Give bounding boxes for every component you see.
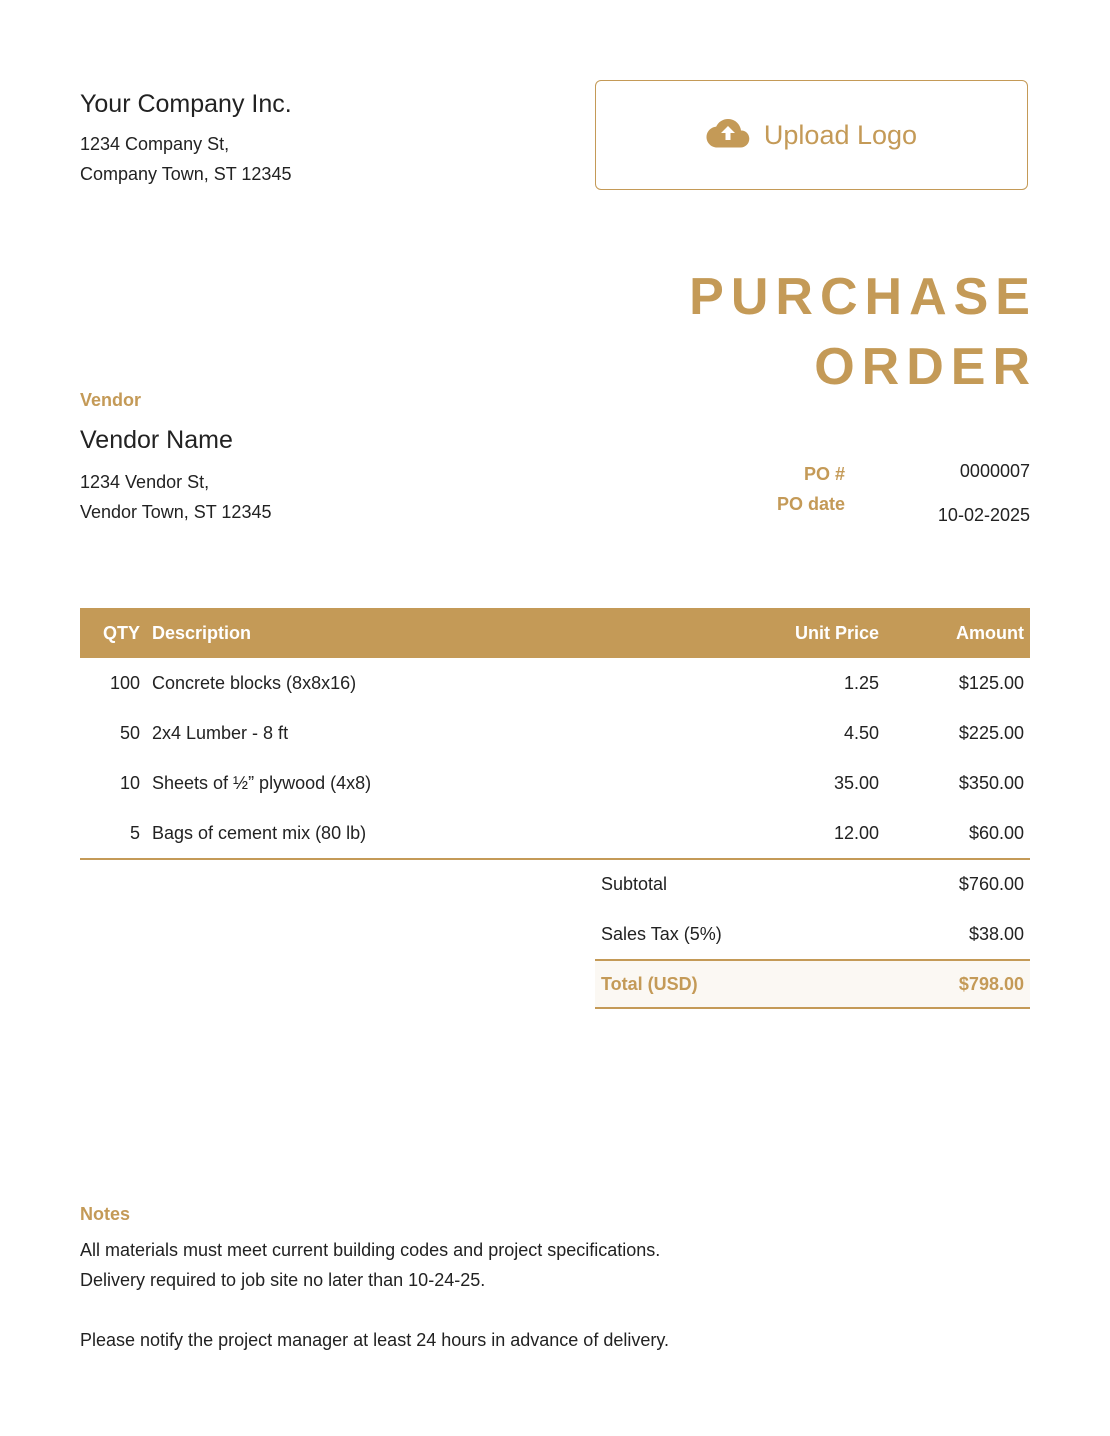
tax-value: $38.00 [968, 923, 1024, 944]
table-row [80, 708, 1030, 758]
vendor-address-line2: Vendor Town, ST 12345 [80, 502, 272, 522]
vendor-label: Vendor [80, 390, 142, 410]
item-description: Bags of cement mix (80 lb) [146, 808, 743, 859]
item-unit-price: 1.25 [843, 672, 879, 693]
po-date-label: PO date [776, 494, 845, 514]
po-date-value: 10-02-2025 [937, 505, 1030, 525]
header-qty: QTY [102, 622, 140, 643]
total-label: Total (USD) [595, 960, 870, 1008]
title-line-2: ORDER [814, 338, 1037, 396]
header-unit-price: Unit Price [794, 622, 879, 643]
notes-line-1: All materials must meet current building codes and project specifications. [80, 1240, 661, 1260]
subtotal-value: $760.00 [958, 873, 1024, 894]
item-unit-price: 4.50 [843, 722, 879, 743]
cloud-upload-icon [706, 118, 764, 153]
item-description: Concrete blocks (8x8x16) [152, 672, 357, 693]
po-number-label: PO # [803, 464, 845, 484]
company-address-line2: Company Town, ST 12345 [80, 164, 292, 184]
item-amount: $350.00 [958, 772, 1024, 793]
document-title [530, 262, 1037, 402]
item-qty: 50 [119, 722, 140, 743]
table-row [80, 758, 1030, 808]
item-amount: $125.00 [958, 672, 1024, 693]
item-qty: 10 [119, 772, 140, 793]
table-row [80, 808, 1030, 859]
header-description: Description [152, 622, 252, 643]
vendor-address-line1: 1234 Vendor St, [80, 472, 210, 492]
item-amount: $225.00 [958, 722, 1024, 743]
item-amount: $60.00 [885, 808, 1030, 859]
header-amount: Amount [956, 622, 1024, 643]
totals-table [595, 859, 1030, 1009]
line-items-table [80, 608, 1030, 860]
total-row [595, 960, 1030, 1008]
title-line-1: PURCHASE [689, 268, 1037, 326]
company-address-line1: 1234 Company St, [80, 134, 230, 154]
tax-row [595, 909, 1030, 960]
tax-label: Sales Tax (5%) [601, 923, 722, 944]
table-header-row [80, 608, 1030, 658]
item-qty: 5 [80, 808, 146, 859]
subtotal-row [595, 859, 1030, 909]
po-number-value: 0000007 [959, 461, 1030, 481]
upload-logo-button[interactable] [595, 80, 1028, 190]
item-description: Sheets of ½” plywood (4x8) [152, 772, 372, 793]
total-value: $798.00 [870, 960, 1030, 1008]
item-description: 2x4 Lumber - 8 ft [152, 722, 289, 743]
subtotal-label: Subtotal [601, 873, 668, 894]
vendor-name: Vendor Name [80, 426, 233, 454]
item-unit-price: 35.00 [833, 772, 879, 793]
notes-line-3: Please notify the project manager at least 24 hours in advance of delivery. [80, 1330, 670, 1350]
item-qty: 100 [109, 672, 140, 693]
notes-label: Notes [80, 1204, 131, 1224]
notes-line-2: Delivery required to job site no later than 10-24-25. [80, 1270, 486, 1290]
upload-logo-label: Upload Logo [763, 119, 918, 150]
company-name: Your Company Inc. [80, 90, 292, 118]
item-unit-price: 12.00 [743, 808, 885, 859]
table-row [80, 658, 1030, 708]
